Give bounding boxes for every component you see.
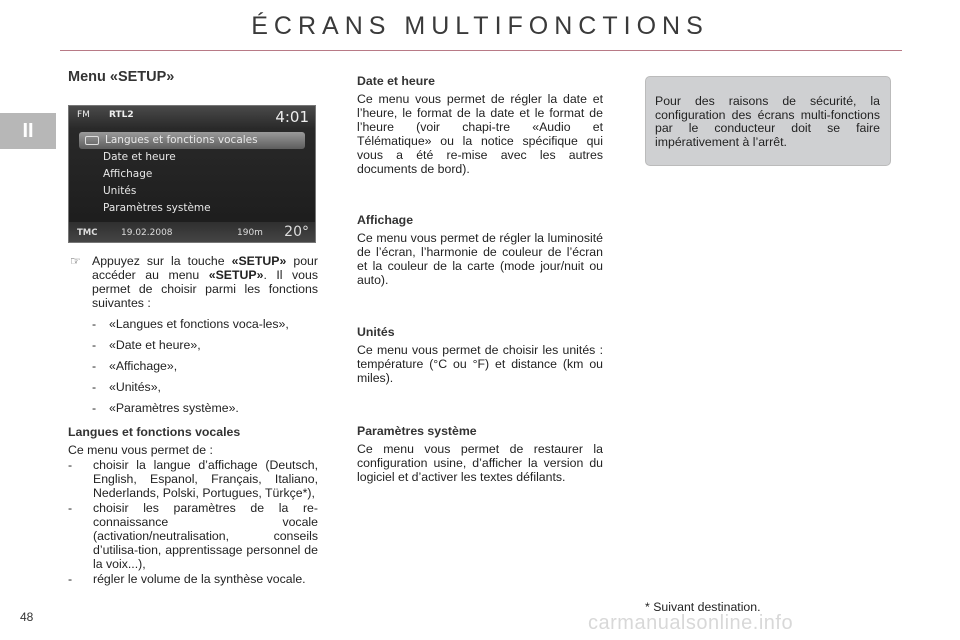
finger-pointer-icon: ☞ xyxy=(70,254,81,268)
list-item: - régler le volume de la synthèse vocale. xyxy=(68,572,318,586)
unites-heading: Unités xyxy=(357,325,395,339)
list-item: - «Affichage», xyxy=(92,359,318,373)
voice-icon xyxy=(85,136,99,145)
safety-note-box: Pour des raisons de sécurité, la configuration des écrans multi-fonctions par le conducteur doit se faire impérativement à l’arrêt. xyxy=(645,76,891,166)
screen-menu-item: Affichage xyxy=(103,168,153,180)
setup-screen-image xyxy=(68,105,316,243)
page-number: 48 xyxy=(20,610,34,624)
parametres-section xyxy=(357,424,603,484)
list-item: - «Langues et fonctions voca-les», xyxy=(92,317,318,331)
chapter-tab: II xyxy=(0,113,56,149)
langues-heading: Langues et fonctions vocales xyxy=(68,425,241,439)
setup-intro-block xyxy=(70,254,318,415)
screen-tmc-label: TMC xyxy=(77,228,98,238)
list-item: - choisir la langue d’affichage (Deutsch, English, Espanol, Français, Italiano, Nederlands, Polski, Portugues, Türkçe*), xyxy=(68,458,318,500)
setup-instruction: ☞ Appuyez sur la touche «SETUP» pour accéder au menu «SETUP». Il vous permet de choisir parmi les fonctions suivantes : xyxy=(70,254,319,310)
unites-section xyxy=(357,325,603,385)
screen-temperature: 20° xyxy=(284,224,309,240)
list-item: - «Date et heure», xyxy=(92,338,318,352)
screen-date: 19.02.2008 xyxy=(121,228,173,238)
affichage-heading: Affichage xyxy=(357,213,414,227)
affichage-section xyxy=(357,213,603,287)
screen-station-label: RTL2 xyxy=(109,110,134,120)
screen-clock: 4:01 xyxy=(275,108,309,126)
list-item: - «Unités», xyxy=(92,380,318,394)
setup-function-list xyxy=(70,317,318,415)
langues-intro: Ce menu vous permet de : xyxy=(68,443,213,457)
parametres-heading: Paramètres système xyxy=(357,424,477,438)
title-divider xyxy=(60,50,902,51)
list-item: - choisir les paramètres de la re-connaissance vocale (activation/neutralisation, conseils d’utilisa-tion, apprentissage personnel de la voix...), xyxy=(68,501,318,571)
date-section xyxy=(357,74,603,176)
screen-distance: 190m xyxy=(237,228,263,238)
parametres-text: Ce menu vous permet de restaurer la configuration usine, d’afficher la version du logiciel et d’activer les textes défilants. xyxy=(357,442,603,484)
screen-menu-item: Date et heure xyxy=(103,151,176,163)
watermark: carmanualsonline.info xyxy=(588,612,794,634)
date-text: Ce menu vous permet de régler la date et l’heure, le format de la date et le format de l’heure (voir chapi-tre «Audio et Télématique» ou la notice spécifique qui vous a été re-mise avec les autres documents de bord). xyxy=(357,92,603,176)
screen-band-label: FM xyxy=(77,110,90,120)
date-heading: Date et heure xyxy=(357,74,435,88)
screen-menu-list xyxy=(79,132,305,217)
list-item: - «Paramètres système». xyxy=(92,401,318,415)
page-title: ÉCRANS MULTIFONCTIONS xyxy=(251,12,709,40)
screen-menu-item: Paramètres système xyxy=(103,202,211,214)
screen-menu-item: Langues et fonctions vocales xyxy=(79,132,305,149)
screen-menu-item: Unités xyxy=(103,185,137,197)
affichage-text: Ce menu vous permet de régler la luminosité de l’écran, l’harmonie de couleur de l’écran et la couleur de la carte (mode jour/nuit ou auto). xyxy=(357,231,603,287)
langues-section xyxy=(68,425,318,586)
unites-text: Ce menu vous permet de choisir les unités : température (°C ou °F) et distance (km ou miles). xyxy=(357,343,603,385)
footnote: * Suivant destination. xyxy=(645,600,761,614)
setup-menu-heading: Menu «SETUP» xyxy=(68,69,175,85)
screen-bottom-bar xyxy=(69,222,315,242)
langues-list xyxy=(68,458,318,586)
left-column xyxy=(68,70,318,84)
